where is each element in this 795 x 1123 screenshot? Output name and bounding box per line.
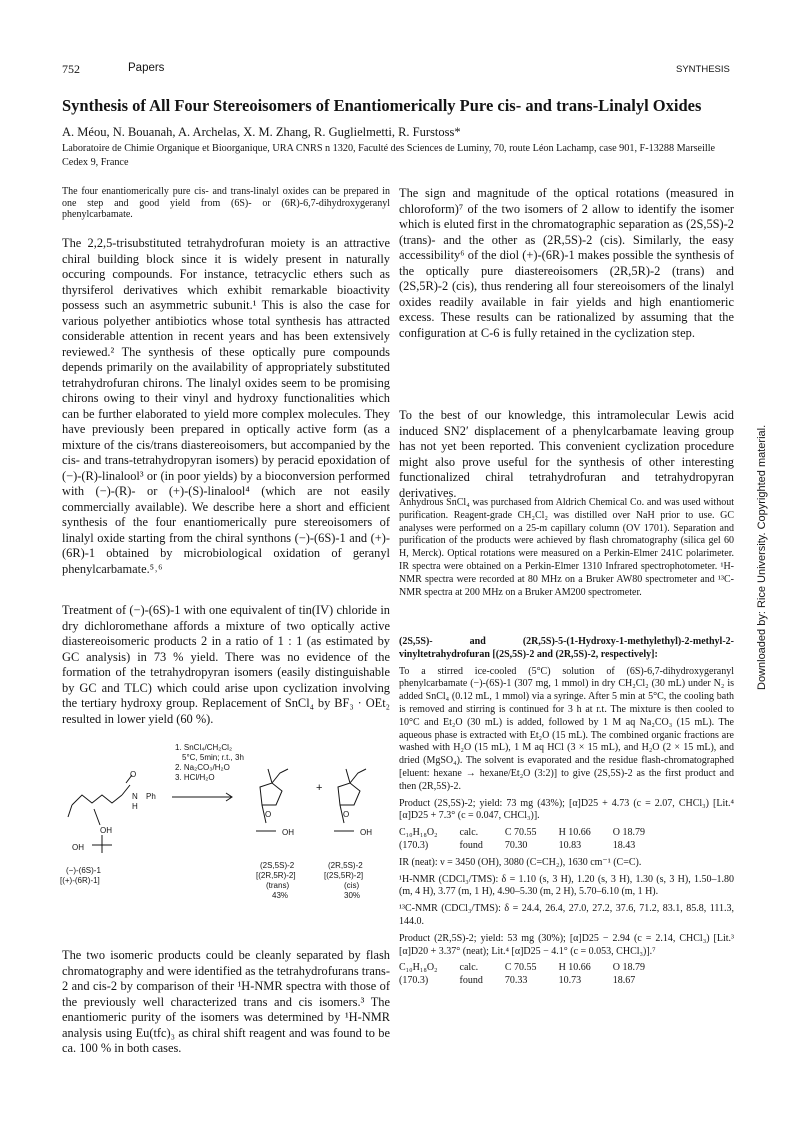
product-2-data: Product (2R,5S)-2; yield: 53 mg (30%); [α]D25 − 2.94 (c = 2.14, CHCl₃) [Lit.³ [α]D20 + 3.37° (neat); Lit.⁴ [α]D25 − 4.1° (c = 0.053, CHCl₃)].⁷	[399, 932, 734, 957]
calc-label: calc.	[459, 962, 479, 974]
calc-c: C 70.55	[504, 962, 537, 974]
compound-label: (trans)	[266, 881, 290, 890]
calc-o: O 18.79	[612, 962, 646, 974]
abstract: The four enantiomerically pure cis- and trans-linalyl oxides can be prepared in one step and good yield from (6S)- or (6R)-6,7-dihydroxygeranyl phenylcarbamate.	[62, 186, 390, 220]
calc-h: H 10.66	[558, 827, 591, 839]
trans-ring	[260, 783, 282, 805]
found-label: found	[459, 975, 483, 987]
page-number: 752	[62, 62, 80, 76]
cnmr-data: ¹³C-NMR (CDCl₃/TMS): δ = 24.4, 26.4, 27.0, 27.2, 37.6, 71.2, 83.1, 85.8, 111.3, 144.0.	[399, 903, 734, 927]
atom-label: Ph	[146, 792, 156, 801]
start-bond	[92, 835, 112, 853]
found-c: 70.30	[504, 839, 528, 851]
elemental-analysis-2	[399, 962, 667, 988]
calc-h: H 10.66	[558, 962, 591, 974]
materials-paragraph: Anhydrous SnCl₄ was purchased from Aldrich Chemical Co. and was used without purification. Reagent-grade CH₂Cl₂ was distilled over NaH prior to use. GC analyses were performed on a 25-m capillary column (OV 1701). Separation and purification of the products were achieved by flash chromatography (silica gel 60 H, Merck). Optical rotations were measured on a Perkin-Elmer 241C polarimeter. IR spectra were obtained on a Perkin-Elmer 1310 Infrared spectrophotometer. ¹H-NMR spectra were recorded at 80 MHz on a Bruker AW80 spectrometer and ¹³C-NMR spectra at 200 MHz on a Bruker AM200 spectrometer.	[399, 497, 734, 598]
journal-name: SYNTHESIS	[676, 64, 730, 75]
molecular-weight: (170.3)	[399, 975, 429, 987]
compound-label: (2R,5S)-2	[328, 861, 363, 870]
start-bond	[94, 809, 100, 825]
affiliation: Laboratoire de Chimie Organique et Bioorganique, URA CNRS n 1320, Faculté des Sciences de Luminy, 70, route Léon Lachamp, case 901, F-13288 Marseille Cedex 9, France	[62, 143, 716, 168]
calc-o: O 18.79	[612, 827, 646, 839]
results-paragraph: Treatment of (−)-(6S)-1 with one equivalent of tin(IV) chloride in dry dichloromethane affords a mixture of two optically active diastereoisomeric products 2 in a ratio of 1 : 1 (as estimated by GC analysis) in 73 % yield. There was no evidence of the formation of the tetrahydropyran isomers (easily distinguishable by GC and TLC) which could arise upon cyclization involving the tertiary hydroxy group. Replacement of SnCl₄ by BF₃ · OEt₂ resulted in lower yield (60 %).	[62, 603, 390, 726]
calc-c: C 70.55	[504, 827, 537, 839]
section-name: Papers	[128, 62, 165, 74]
experimental-heading: (2S,5S)- and (2R,5S)-5-(1-Hydroxy-1-methylethyl)-2-methyl-2-vinyltetrahydrofuran [(2S,5S)-2 and (2R,5S)-2, respectively]:	[399, 636, 734, 660]
compound-label: (2S,5S)-2	[260, 861, 295, 870]
found-label: found	[459, 839, 483, 851]
hnmr-data: ¹H-NMR (CDCl₃/TMS): δ = 1.10 (s, 3 H), 1.20 (s, 3 H), 1.30 (s, 3 H), 1.50–1.80 (m, 4 H), 3.77 (m, 1 H), 4.90–5.30 (m, 2 H), 5.70–6.10 (m, 1 H).	[399, 873, 734, 898]
atom-label: H	[132, 802, 138, 811]
download-watermark	[752, 150, 774, 690]
conclusion-paragraph: To the best of our knowledge, this intramolecular Lewis acid induced SN2′ displacement of a phenylcarbamate leaving group has not yet been reported. This convenient cyclization procedure might also prove useful for the synthesis of other interesting functionalized chiral tetrahydrofuran and tetrahydropyran derivatives.	[399, 408, 734, 500]
compound-label: (−)-(6S)-1	[66, 866, 101, 875]
rotation-paragraph: The sign and magnitude of the optical rotations (measured in chloroform)⁷ of the two isomers of 2 allow to identify the isomer which is eluted first in the chromatographic separation as (2S,5S)-2 (trans)- and the other as (2R,5S)-2 (cis). Similarly, the easy accessibility⁶ of the diol (+)-(6R)-1 makes possible the synthesis of the optically pure diastereoisomers (2R,5R)-2 (trans) and (2S,5R)-2 (cis), thus rendering all four stereoisomers of the linalyl oxides readily available in fair yields and high enantiomeric excess. These results can be rationalized by assuming that the configuration at C-6 is fully retained in the cyclization step.	[399, 186, 734, 340]
reagent-line: 1. SnCl₄/CH₂Cl₂	[175, 743, 233, 752]
atom-label: O	[343, 810, 350, 819]
atom-label: O	[265, 810, 272, 819]
starting-chain	[72, 795, 122, 805]
plus-sign: +	[316, 782, 323, 794]
atom-label: OH	[282, 828, 294, 837]
reagent-line: 3. HCl/H₂O	[175, 773, 215, 782]
atom-label: OH	[360, 828, 372, 837]
start-bond	[68, 805, 72, 817]
product-1-data: Product (2S,5S)-2; yield: 73 mg (43%); [α]D25 + 4.73 (c = 2.07, CHCl₃) [Lit.⁴ [α]D25 + 7.3° (c = 0.047, CHCl₃)].	[399, 797, 734, 822]
calc-label: calc.	[459, 827, 479, 839]
atom-label: OH	[72, 843, 84, 852]
atom-label: N	[132, 792, 138, 801]
ir-data: IR (neat): ν = 3450 (OH), 3080 (C=CH₂), 1630 cm⁻¹ (C=C).	[399, 856, 642, 868]
found-c: 70.33	[504, 975, 528, 987]
formula: C₁₀H₁₈O₂	[399, 827, 438, 839]
trans-vinyl	[268, 769, 288, 783]
experimental-section	[399, 636, 734, 988]
experimental-procedure: To a stirred ice-cooled (5°C) solution of (6S)-6,7-dihydroxygeranyl phenylcarbamate (−)-(6S)-1 (307 mg, 1 mmol) in dry CH₂Cl₂ (30 mL) under N₂ is added SnCl₄ (0.12 mL, 1 mmol) via a syringe. After 5 min at 5°C, the cooling bath is removed and stirring is continued for 3 h at r.t. The mixture is then cooled to 10°C and Et₂O (30 mL) is added, followed by 1 M aq Na₂CO₃ (15 mL). The aqueous phase is extracted with Et₂O (15 mL). The combined organic fractions are washed with H₂O (15 mL), 1 M aq HCl (3 × 15 mL), and H₂O (2 × 15 mL), and dried (MgSO₄). The solvent is evaporated and the residue flash-chromatographed [eluent: hexane → hexane/Et₂O (3:2)] to give (2S,5S)-2 as the first product and then (2R,5S)-2.	[399, 665, 734, 792]
separation-paragraph: The two isomeric products could be cleanly separated by flash chromatography and were identified as the tetrahydrofurans trans-2 and cis-2 by comparison of their ¹H-NMR spectra with those of the previously well characterized trans and cis isomers.³ The enantiomeric purity of the isomers was determined by ¹H-NMR analysis using Eu(tfc)₃ as chiral shift reagent and was found to be ca. 100 % in both cases.	[62, 948, 390, 1055]
compound-label: [(2S,5R)-2]	[324, 871, 364, 880]
found-o: 18.43	[612, 839, 636, 851]
reagent-line: 2. Na₂CO₃/H₂O	[175, 763, 230, 772]
article-title: Synthesis of All Four Stereoisomers of Enantiomerically Pure cis- and trans-Linalyl Oxides	[62, 96, 702, 115]
atom-label: O	[130, 770, 137, 779]
atom-label: OH	[100, 826, 112, 835]
watermark-text: Downloaded by: Rice University. Copyrighted material.	[756, 424, 768, 690]
author-list: A. Méou, N. Bouanah, A. Archelas, X. M. Zhang, R. Guglielmetti, R. Furstoss*	[62, 125, 461, 139]
compound-label: (cis)	[344, 881, 360, 890]
compound-label: [(+)-(6R)-1]	[60, 876, 100, 885]
found-o: 18.67	[612, 975, 636, 987]
found-h: 10.73	[558, 975, 582, 987]
intro-paragraph: The 2,2,5-trisubstituted tetrahydrofuran moiety is an attractive chiral building block since it is widely present in naturally occuring compounds. For instance, tetracyclic ethers such as thyrsiferol derivatives which exhibit remarkable bioactivity possess such an asymmetric subunit.¹ This is also the case for various polyether antibiotics whose total synthesis has attracted considerable attention in recent years and has been extensively reviewed.² The synthesis of these optically pure compounds depends primarily on the availability of appropriately substituted tetrahydrofuran chirons. The linalyl oxides seem to be promising chirons owing to their vinyl and hydroxy functionalities which can be further elaborated to yield more complex molecules. They have previously been prepared in optically active form (as a mixture of the cis/trans diastereoisomers, but accompanied by the cis- and trans-tetrahydropyran isomers) by peracid epoxidation of (−)-(R)-linalool³ or (in poor yields) by a bioconversion performed with (−)-(R)- or (+)-(S)-linalool⁴ (which are not easily commercially available). We describe here a short and efficient synthesis of the four enantiomerically pure stereoisomers of linalyl oxide starting from the chiral synthons (−)-(6S)-1 and (+)-(6R)-1 obtained by microbiological oxidation of geranyl phenylcarbamate.⁵˒⁶	[62, 236, 390, 576]
formula: C₁₀H₁₈O₂	[399, 962, 438, 974]
cis-ring	[338, 783, 360, 805]
compound-label: [(2R,5R)-2]	[256, 871, 296, 880]
elemental-analysis-1	[399, 827, 667, 853]
yield-label: 43%	[272, 891, 289, 900]
reagent-line: 5°C, 5min; r.t., 3h	[182, 753, 244, 762]
found-h: 10.83	[558, 839, 582, 851]
yield-label: 30%	[344, 891, 361, 900]
cis-vinyl	[346, 769, 366, 783]
molecular-weight: (170.3)	[399, 839, 429, 851]
reaction-scheme	[60, 735, 392, 940]
